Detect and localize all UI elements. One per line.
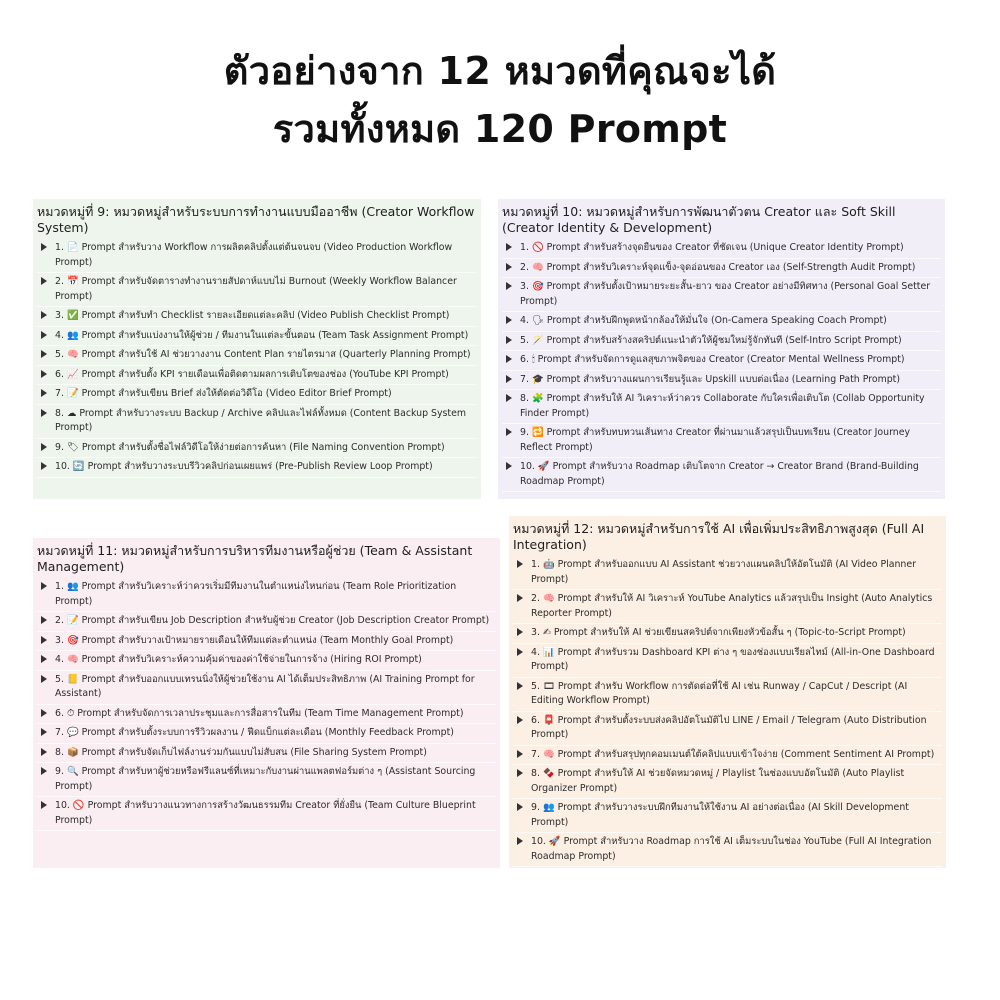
toggle-triangle-icon[interactable] xyxy=(517,682,523,690)
item-emoji-icon: 📅 xyxy=(66,276,79,287)
item-emoji-icon: 📒 xyxy=(66,673,79,685)
item-text: Prompt สำหรับแบ่งงานให้ผู้ช่วย / ทีมงานในแต่ละขั้นตอน (Team Task Assignment Prompt) xyxy=(81,329,469,341)
item-number: 10. xyxy=(520,461,535,472)
item-text: Prompt สำหรับวาง Roadmap การใช้ AI เต็มระบบในช่อง YouTube (Full AI Integration Roadmap Prompt) xyxy=(531,836,932,862)
prompt-item[interactable] xyxy=(502,239,941,259)
toggle-triangle-icon[interactable] xyxy=(41,311,47,319)
prompt-item[interactable] xyxy=(513,624,942,644)
item-text: Prompt สำหรับสรุปทุกคอมเมนต์ใต้คลิปแบบเข้าใจง่าย (Comment Sentiment AI Prompt) xyxy=(557,748,935,760)
item-number: 1. xyxy=(520,242,529,253)
item-emoji-icon: 🔁 xyxy=(531,427,544,438)
toggle-triangle-icon[interactable] xyxy=(517,769,523,777)
prompt-item[interactable] xyxy=(37,273,477,307)
prompt-item[interactable] xyxy=(513,799,942,833)
toggle-triangle-icon[interactable] xyxy=(41,350,47,358)
toggle-triangle-icon[interactable] xyxy=(517,803,523,811)
item-number: 7. xyxy=(55,727,64,738)
item-number: 5. xyxy=(531,680,540,692)
item-number: 8. xyxy=(55,746,64,758)
prompt-list xyxy=(37,578,496,831)
category-panel-10 xyxy=(498,199,945,499)
item-emoji-icon: 📈 xyxy=(66,368,79,380)
item-number: 4. xyxy=(531,646,540,658)
item-number: 9. xyxy=(531,802,540,813)
item-text: Prompt สำหรับสร้างสคริปต์แนะนำตัวให้ผู้ชมใหม่รู้จักทันที (Self-Intro Script Prompt) xyxy=(546,334,902,346)
item-number: 7. xyxy=(55,388,64,399)
item-text: Prompt สำหรับตั้งระบบส่งคลิปอัตโนมัติไป LINE / Email / Telegram (Auto Distribution Prompt) xyxy=(531,714,927,740)
category-title: หมวดหมู่ที่ 12: หมวดหมู่สำหรับการใช้ AI เพื่อเพิ่มประสิทธิภาพสูงสุด (Full AI Integration) xyxy=(513,521,925,552)
item-number: 1. xyxy=(55,581,64,592)
prompt-item[interactable] xyxy=(513,644,942,678)
toggle-triangle-icon[interactable] xyxy=(41,331,47,339)
prompt-list xyxy=(502,239,941,492)
item-emoji-icon: 📝 xyxy=(66,615,79,626)
item-emoji-icon: 🔍 xyxy=(66,766,79,777)
item-number: 7. xyxy=(531,748,540,760)
item-emoji-icon: 👥 xyxy=(542,802,555,813)
item-text: Prompt สำหรับวาง Workflow การผลิตคลิปตั้งแต่ต้นจนจบ (Video Production Workflow Prompt) xyxy=(55,242,453,268)
item-emoji-icon: 📮 xyxy=(542,714,555,726)
item-number: 6. xyxy=(55,707,64,719)
toggle-triangle-icon[interactable] xyxy=(41,675,47,683)
item-number: 1. xyxy=(55,242,64,253)
item-emoji-icon: 🕯 xyxy=(531,354,535,365)
item-number: 9. xyxy=(520,427,529,438)
item-text: Prompt สำหรับเขียน Brief ส่งให้ตัดต่อวิดีโอ (Video Editor Brief Prompt) xyxy=(81,388,392,399)
item-emoji-icon: 🧩 xyxy=(531,393,544,404)
item-text: Prompt สำหรับจัดตารางทำงานรายสัปดาห์แบบไม่ Burnout (Weekly Workflow Balancer Prompt) xyxy=(55,276,457,302)
category-panel-11 xyxy=(33,538,500,868)
item-number: 9. xyxy=(55,766,64,777)
prompt-item[interactable] xyxy=(513,765,942,799)
item-emoji-icon: 🚫 xyxy=(72,800,85,811)
item-number: 3. xyxy=(520,281,529,292)
toggle-triangle-icon[interactable] xyxy=(506,263,512,271)
prompt-item[interactable] xyxy=(37,632,496,652)
item-text: Prompt สำหรับใช้ AI ช่วยวางงาน Content Plan รายไตรมาส (Quarterly Planning Prompt) xyxy=(81,349,471,360)
item-emoji-icon: 🧠 xyxy=(542,748,555,760)
item-number: 8. xyxy=(520,393,529,404)
prompt-item[interactable] xyxy=(37,366,477,386)
item-text: Prompt สำหรับวางระบบ Backup / Archive คลิปและไฟล์ทั้งหมด (Content Backup System Prompt) xyxy=(55,407,466,433)
item-text: Prompt สำหรับวางระบบฝึกทีมงานให้ใช้งาน AI อย่างต่อเนื่อง (AI Skill Development Prompt) xyxy=(531,802,909,828)
item-text: Prompt สำหรับออกแบบเทรนนิ่งให้ผู้ช่วยใช้งาน AI ได้เต็มประสิทธิภาพ (AI Training Prompt for Assistant) xyxy=(55,673,475,699)
toggle-triangle-icon[interactable] xyxy=(41,655,47,663)
prompt-item[interactable] xyxy=(37,763,496,797)
toggle-triangle-icon[interactable] xyxy=(517,594,523,602)
item-number: 4. xyxy=(55,329,64,341)
item-text: Prompt สำหรับตั้งระบบการรีวิวผลงาน / ฟีดแบ็กแต่ละเดือน (Monthly Feedback Prompt) xyxy=(81,727,454,738)
item-emoji-icon: 📊 xyxy=(542,646,555,658)
item-number: 2. xyxy=(520,261,529,273)
prompt-item[interactable] xyxy=(502,371,941,391)
toggle-triangle-icon[interactable] xyxy=(517,628,523,636)
item-emoji-icon: 🧠 xyxy=(66,349,79,360)
item-number: 6. xyxy=(55,368,64,380)
item-number: 6. xyxy=(520,354,529,365)
item-text: Prompt สำหรับวิเคราะห์ความคุ้มค่าของค่าใช้จ่ายในการจ้าง (Hiring ROI Prompt) xyxy=(81,654,422,665)
item-number: 1. xyxy=(531,559,540,570)
item-text: Prompt สำหรับสร้างจุดยืนของ Creator ที่ชัดเจน (Unique Creator Identity Prompt) xyxy=(546,242,904,253)
prompt-item[interactable] xyxy=(37,405,477,439)
toggle-triangle-icon[interactable] xyxy=(506,375,512,383)
item-text: Prompt สำหรับวางเป้าหมายรายเดือนให้ทีมแต่ละตำแหน่ง (Team Monthly Goal Prompt) xyxy=(81,634,454,646)
headline xyxy=(0,42,1000,158)
item-text: Prompt สำหรับจัดการดูแลสุขภาพจิตของ Creator (Creator Mental Wellness Prompt) xyxy=(537,354,905,365)
toggle-triangle-icon[interactable] xyxy=(517,716,523,724)
prompt-item[interactable] xyxy=(513,746,942,766)
item-number: 7. xyxy=(520,373,529,385)
toggle-triangle-icon[interactable] xyxy=(41,277,47,285)
toggle-triangle-icon[interactable] xyxy=(506,282,512,290)
item-emoji-icon: ⏱ xyxy=(66,707,75,719)
item-emoji-icon: 🧠 xyxy=(542,593,555,604)
item-text: Prompt สำหรับวิเคราะห์ว่าควรเริ่มมีทีมงานในตำแหน่งไหนก่อน (Team Role Prioritization Prompt) xyxy=(55,581,457,607)
item-emoji-icon: 🎯 xyxy=(531,281,544,292)
prompt-item[interactable] xyxy=(502,332,941,352)
item-emoji-icon: 🎓 xyxy=(531,373,544,385)
item-number: 4. xyxy=(55,654,64,665)
item-emoji-icon: 💬 xyxy=(66,727,79,738)
item-emoji-icon: 🚀 xyxy=(548,836,561,847)
item-number: 9. xyxy=(55,441,64,453)
prompt-item[interactable] xyxy=(37,439,477,459)
item-emoji-icon: 👥 xyxy=(66,581,79,592)
prompt-item[interactable] xyxy=(513,678,942,712)
item-emoji-icon: 🏷 xyxy=(66,441,79,453)
toggle-triangle-icon[interactable] xyxy=(41,748,47,756)
category-title: หมวดหมู่ที่ 10: หมวดหมู่สำหรับการพัฒนาตัวตน Creator และ Soft Skill (Creator Identity & Development) xyxy=(502,204,896,235)
toggle-triangle-icon[interactable] xyxy=(506,428,512,436)
item-number: 8. xyxy=(531,768,540,779)
prompt-item[interactable] xyxy=(502,259,941,279)
toggle-triangle-icon[interactable] xyxy=(506,316,512,324)
item-text: Prompt สำหรับจัดการเวลาประชุมและการสื่อสารในทีม (Team Time Management Prompt) xyxy=(77,707,464,719)
toggle-triangle-icon[interactable] xyxy=(517,560,523,568)
toggle-triangle-icon[interactable] xyxy=(41,582,47,590)
toggle-triangle-icon[interactable] xyxy=(506,243,512,251)
item-text: Prompt สำหรับวิเคราะห์จุดแข็ง-จุดอ่อนของ Creator เอง (Self-Strength Audit Prompt) xyxy=(546,261,916,273)
category-title: หมวดหมู่ที่ 11: หมวดหมู่สำหรับการบริหารทีมงานหรือผู้ช่วย (Team & Assistant Management) xyxy=(37,543,473,574)
toggle-triangle-icon[interactable] xyxy=(506,462,512,470)
prompt-item[interactable] xyxy=(37,651,496,671)
category-title: หมวดหมู่ที่ 9: หมวดหมู่สำหรับระบบการทำงานแบบมืออาชีพ (Creator Workflow System) xyxy=(37,204,475,235)
item-text: Prompt สำหรับตั้งเป้าหมายระยะสั้น-ยาว ของ Creator อย่างมีทิศทาง (Personal Goal Setter Prompt) xyxy=(520,281,931,307)
toggle-triangle-icon[interactable] xyxy=(41,709,47,717)
item-emoji-icon: 👥 xyxy=(66,329,79,341)
prompt-item[interactable] xyxy=(502,351,941,371)
toggle-triangle-icon[interactable] xyxy=(41,462,47,470)
prompt-item[interactable] xyxy=(37,612,496,632)
prompt-item[interactable] xyxy=(37,327,477,347)
item-emoji-icon: 🔄 xyxy=(72,461,85,472)
toggle-triangle-icon[interactable] xyxy=(506,336,512,344)
item-text: Prompt สำหรับให้ AI วิเคราะห์ว่าควร Collaborate กับใครเพื่อเติบโต (Collab Opportunity Finder Prompt) xyxy=(520,393,925,419)
item-emoji-icon: 🗣 xyxy=(531,315,544,326)
toggle-triangle-icon[interactable] xyxy=(41,801,47,809)
prompt-item[interactable] xyxy=(37,239,477,273)
item-emoji-icon: 🎞 xyxy=(542,680,555,692)
item-number: 10. xyxy=(531,836,546,847)
prompt-item[interactable] xyxy=(513,556,942,590)
item-emoji-icon: 🪄 xyxy=(531,334,544,346)
item-number: 8. xyxy=(55,407,64,419)
item-emoji-icon: 🤖 xyxy=(542,559,555,570)
item-text: Prompt สำหรับวางแนวทางการสร้างวัฒนธรรมทีม Creator ที่ยั่งยืน (Team Culture Blueprint Prompt) xyxy=(55,800,476,826)
category-panel-9 xyxy=(33,199,481,499)
item-number: 5. xyxy=(55,673,64,685)
prompt-item[interactable] xyxy=(37,458,477,478)
prompt-item[interactable] xyxy=(37,671,496,705)
prompt-item[interactable] xyxy=(37,578,496,612)
toggle-triangle-icon[interactable] xyxy=(41,636,47,644)
item-emoji-icon: 🍫 xyxy=(542,768,555,779)
prompt-item[interactable] xyxy=(513,712,942,746)
item-emoji-icon: ✍ xyxy=(542,627,551,638)
item-number: 10. xyxy=(55,461,70,472)
item-number: 3. xyxy=(55,634,64,646)
toggle-triangle-icon[interactable] xyxy=(506,355,512,363)
item-number: 5. xyxy=(55,349,64,360)
item-text: Prompt สำหรับหาผู้ช่วยหรือฟรีแลนซ์ที่เหมาะกับงานผ่านแพลตฟอร์มต่าง ๆ (Assistant Sourcing Prompt) xyxy=(55,766,476,792)
toggle-triangle-icon[interactable] xyxy=(41,389,47,397)
item-text: Prompt สำหรับจัดเก็บไฟล์งานร่วมกันแบบไม่สับสน (File Sharing System Prompt) xyxy=(81,746,427,758)
item-emoji-icon: 🚫 xyxy=(531,242,544,253)
item-text: Prompt สำหรับวางระบบรีวิวคลิปก่อนเผยแพร่ (Pre-Publish Review Loop Prompt) xyxy=(87,461,433,472)
item-number: 2. xyxy=(55,276,64,287)
item-text: Prompt สำหรับออกแบบ AI Assistant ช่วยวางแผนคลิปให้อัตโนมัติ (AI Video Planner Prompt) xyxy=(531,559,916,585)
item-emoji-icon: 📝 xyxy=(66,388,79,399)
toggle-triangle-icon[interactable] xyxy=(517,837,523,845)
prompt-item[interactable] xyxy=(502,424,941,458)
item-emoji-icon: ☁ xyxy=(66,407,77,419)
prompt-item[interactable] xyxy=(37,744,496,764)
item-text: Prompt สำหรับให้ AI ช่วยจัดหมวดหมู่ / Playlist ในช่องแบบอัตโนมัติ (Auto Playlist Organizer Prompt) xyxy=(531,768,905,794)
item-emoji-icon: 📄 xyxy=(66,242,79,253)
prompt-item[interactable] xyxy=(513,590,942,624)
prompt-item[interactable] xyxy=(37,797,496,831)
item-emoji-icon: 🚀 xyxy=(537,461,550,472)
item-emoji-icon: 🧠 xyxy=(66,654,79,665)
prompt-list xyxy=(513,556,942,867)
item-text: Prompt สำหรับให้ AI วิเคราะห์ YouTube Analytics แล้วสรุปเป็น Insight (Auto Analytics Reporter Prompt) xyxy=(531,593,933,619)
toggle-triangle-icon[interactable] xyxy=(41,370,47,378)
item-text: Prompt สำหรับวาง Roadmap เติบโตจาก Creator → Creator Brand (Brand-Building Roadmap Prompt) xyxy=(520,461,919,487)
item-text: Prompt สำหรับเขียน Job Description สำหรับผู้ช่วย Creator (Job Description Creator Prompt) xyxy=(81,615,490,626)
item-number: 10. xyxy=(55,800,70,811)
prompt-item[interactable] xyxy=(37,385,477,405)
headline-line-2: รวมทั้งหมด 120 Prompt xyxy=(272,107,728,151)
headline-line-1: ตัวอย่างจาก 12 หมวดที่คุณจะได้ xyxy=(223,49,777,93)
prompt-item[interactable] xyxy=(37,346,477,366)
item-number: 6. xyxy=(531,714,540,726)
prompt-item[interactable] xyxy=(37,724,496,744)
toggle-triangle-icon[interactable] xyxy=(41,243,47,251)
item-text: Prompt สำหรับทบทวนเส้นทาง Creator ที่ผ่านมาแล้วสรุปเป็นบทเรียน (Creator Journey Reflect Prompt) xyxy=(520,427,911,453)
item-text: Prompt สำหรับตั้ง KPI รายเดือนเพื่อติดตามผลการเติบโตของช่อง (YouTube KPI Prompt) xyxy=(81,368,449,380)
prompt-item[interactable] xyxy=(513,833,942,867)
toggle-triangle-icon[interactable] xyxy=(41,409,47,417)
item-emoji-icon: 📦 xyxy=(66,746,79,758)
toggle-triangle-icon[interactable] xyxy=(517,648,523,656)
item-number: 3. xyxy=(531,627,540,638)
prompt-item[interactable] xyxy=(37,307,477,327)
prompt-list xyxy=(37,239,477,478)
toggle-triangle-icon[interactable] xyxy=(41,616,47,624)
toggle-triangle-icon[interactable] xyxy=(506,394,512,402)
item-emoji-icon: 🎯 xyxy=(66,634,79,646)
item-number: 2. xyxy=(55,615,64,626)
toggle-triangle-icon[interactable] xyxy=(517,750,523,758)
item-text: Prompt สำหรับ Workflow การตัดต่อที่ใช้ AI เช่น Runway / CapCut / Descript (AI Editing Workflow Prompt) xyxy=(531,680,908,706)
toggle-triangle-icon[interactable] xyxy=(41,767,47,775)
item-text: Prompt สำหรับฝึกพูดหน้ากล้องให้มั่นใจ (On-Camera Speaking Coach Prompt) xyxy=(546,315,887,326)
item-text: Prompt สำหรับรวม Dashboard KPI ต่าง ๆ ของช่องแบบเรียลไทม์ (All-in-One Dashboard Prompt) xyxy=(531,646,935,672)
category-panel-12 xyxy=(509,516,946,868)
prompt-item[interactable] xyxy=(502,278,941,312)
item-text: Prompt สำหรับทำ Checklist รายละเอียดแต่ละคลิป (Video Publish Checklist Prompt) xyxy=(81,310,450,321)
item-text: Prompt สำหรับให้ AI ช่วยเขียนสคริปต์จากเพียงหัวข้อสั้น ๆ (Topic-to-Script Prompt) xyxy=(553,627,906,638)
item-emoji-icon: ✅ xyxy=(66,310,79,321)
toggle-triangle-icon[interactable] xyxy=(41,728,47,736)
prompt-item[interactable] xyxy=(37,705,496,725)
prompt-item[interactable] xyxy=(502,390,941,424)
prompt-item[interactable] xyxy=(502,458,941,492)
item-emoji-icon: 🧠 xyxy=(531,261,544,273)
toggle-triangle-icon[interactable] xyxy=(41,443,47,451)
item-text: Prompt สำหรับตั้งชื่อไฟล์วิดีโอให้ง่ายต่อการค้นหา (File Naming Convention Prompt) xyxy=(81,441,445,453)
item-number: 5. xyxy=(520,334,529,346)
item-text: Prompt สำหรับวางแผนการเรียนรู้และ Upskill แบบต่อเนื่อง (Learning Path Prompt) xyxy=(546,373,900,385)
item-number: 2. xyxy=(531,593,540,604)
item-number: 3. xyxy=(55,310,64,321)
prompt-item[interactable] xyxy=(502,312,941,332)
item-number: 4. xyxy=(520,315,529,326)
